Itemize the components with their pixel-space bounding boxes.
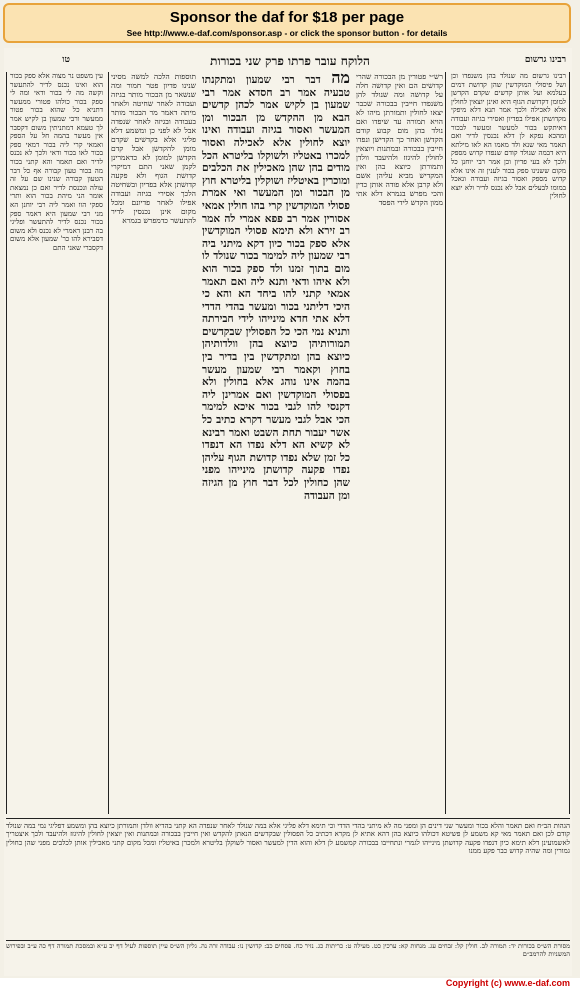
bottom-notes: מסורת הש״ס בכורות יד: תמורה לב. חולין קל: זבחים עג. מנחות קא: ערכין כט. מעילה ט: כריתות כג. נזיר כח. פסחים כב: קדושין נו: עבודה זרה נה. גליון הש״ס עיין תוספות לעיל דף יב ע״א ובמסכת תמורה דף כה ע״ב ובפירוש המשניות להרמב״ם: [6, 940, 570, 974]
sponsor-title: Sponsor the daf for $18 per page: [169, 9, 405, 26]
page-number: טו: [62, 55, 70, 65]
chapter-heading: הלוקח עובר פרתו פרק שני בכורות: [210, 54, 370, 68]
opening-word: מה: [331, 72, 351, 87]
talmud-page: [4, 48, 572, 976]
lower-commentary: הגהות הב״ח ואם תאמר והלא בכור ומעשר שני דינים הן ומפני מה לא מיתני בהדי הדדי וכי תימא דלא פליגי אלא במה שנולד לאחר שנפדה הא קתני בהדיא וולדן ותמורתן כיוצא בהן ומשמע דפליגי נמי במה שנולד קודם לכן ואם תאמר מאי קא משמע לן פשיטא דכולהו כיוצא בהן דהא אתיא לן מקרא דכתיב כל הפסולין שבקדשים הנאתן להקדש ואין חייבין בבכורה ובמתנות ואין יוצאין לחולין להיגזז ולהיעבד ולכך איצטריך לאשמועינן דלא תימא כיון דנפדו פקעה קדושתן מינייהו לגמרי ונתחייבו בבכורה קמשמע לן דלא והוא הדין למעשר ואסור לשוקלן בליטרא ולמכרן באיטליז ומכל מקום קתני מאכילין אותן לכלבים מפני שהן כחולין גמורין ומה שהיה קדוש כבר פקע ממנו: [6, 818, 570, 938]
tosafot-column: תוספות הלכה למשה מסיני שנינו פדיון פטר חמור ומה שנשאר מן הבכור מותר בגיזה ועבודה לאחר שחיטה ולאחר מיתה דאמר מר הבכור מותר בעבודה ובגיזה לאחר שנפדה אבל לא לפני כן ומשמע דלא פליגי אלא בקדשים שקדם מומן להקדשן אבל קדם הקדשן למומן לא כדאמרינן לקמן שאני התם דמיקרי קדושת הגוף ולא פקעה קדושתן אלא בפדיון ובשחיטה הלכך אסירי בגיזה ועבודה אפילו לאחר פדיונם ומכל מקום אינן נכנסין לדיר להתעשר כדמפרש בגמרא: [108, 72, 198, 814]
left-margin-column: עין משפט נר מצוה אלא ספק בכור הוא ואינו נכנס לדיר להתעשר וקשה מה לי בכור ודאי ומה לי ספק בכור כולהו פטורי ממעשר דתניא כל שהוא בכור פטור ממעשר ורבי שמעון בן לקיש אמר לך טעמא דמתניתין משום דקסבר אין מעשר בהמה חל על הספק ואמאי קרי ליה בכור דמאי ספק בכור לאו בכור ודאי ולכך לא נכנס לדיר ואם תאמר והא קתני בכור מה בכור טעון קבורה אף כל דבר הטעון קבורה שנינו שם על זה עולה ונכנסת לדיר ואם כן נמצאת אומר הני מיהת בכור הוא ותרי ספקי הוו ואמר ליה רבי יוחנן הא מני רבי שמעון היא דאמר ספק בכור נכנס לדיר להתעשר ופליגי בה רבנן דאמרי לא נכנס ולא משום דסבירא להו כר' שמעון אלא משום דקסברי שאני התם: [6, 72, 106, 814]
commentary-heading: רבינו גרשום: [524, 55, 566, 65]
gemara-text: דבר רבי שמעון ומתקנתו טבעיה אמר רב חסדא אמר רבי שמעון בן לקיש אמר לכהן קדשים הבא מן ההקדש מן הבכור ומן המעשר ואסור בגיזה ועבודה ואינו יוצא לחולין אלא לאכילה ואסור למכרו באטליז ולשוקלו בליטרא הכל מודים בהן שהן מאכילין את הכלבים ומוכרין באיטליז ושוקלין בליטרא חוץ מן הבכור ומן המעשר ואי אמרת פסולי המוקדשין קרי בהו חולין אמאי אסורין אמר רב פפא אמרי לה אמר רב זירא ולא תימא פסולי המוקדשין אלא ספק בכור כיון דקא מיתני ביה רבי שמעון ליה למימר בכור שנולד לו מום בתוך זמנו ולד ספק בכור הוא ולא איהו ודאי ותנא ליה ואם תאמר אמאי קתני להו ביחד הא והא כי היכי דליתני בכור ומעשר בהדי הדדי דלא אתי חדא מינייהו לידי חבירתה ותניא נמי הכי כל הפסולין שבקדשים תמורותיהן כיוצא בהן וולדותיהן כיוצא בהן ומתקדשין בין בדיר בין בחוץ וקאמר רבי שמעון מעשר בהמה אינו נוהג אלא בחולין ולא בפסולי המוקדשין ואם אמרינן ליה דקנסי להו לגבי בכור איכא למימר הכי אבל לגבי מעשר דקרא כתיב כל אשר יעבור תחת השבט ואמר רבינא לא קשיא הא דלא נפדו הא דנפדו כל זמן שלא נפדו קדושת הגוף עליהן נפדו פקעה קדושתן מינייהו מפני שהן כחולין לכל דבר חוץ מן הגיזה ומן העבודה: [202, 74, 350, 502]
footer: [0, 978, 580, 990]
copyright-link[interactable]: Copyright (c) www.e-daf.com: [445, 978, 570, 988]
main-gemara-column: [200, 72, 352, 814]
right-margin-column: רבינו גרשום מה שנולד בהן משנפדו וכן ושל פיסולי המוקדשין שהן קדושת דמים בעלמא ועל אותן קדשים שקדם הקדשן למומן דקדושת הגוף היא ואינן יוצאין לחולין אלא לאכילה ולכך אמר תנא דלא מיפקי מקדושתן אפילו בפדיון ואסירי בגיזה ועבודה דאיתקש בכור למעשר ומעשר לבכור ומהכא נפקא לן דלא נכנסין לדיר ואם תאמר מאי שנא ולד מאמו הא לאו מילתא היא דבמה שנולד קודם שנפדו קדוש מספק ולכך לא בעי פדיון וכן אמר רבי יוחנן כל מקום ששנינו ספק בכור לענין זה אינו אלא קדוש מספק ואסור בגיזה ועבודה ונאכל במומו לבעלים אבל לא נכנס לדיר ולא יוצא לחולין: [448, 72, 570, 814]
rashi-column: רש״י פטורין מן הבכורה שהרי קדושים הם ואין קדושה חלה על קדושה ומה שנולד להן משנפדו חייבין בבכורה שכבר יצאו לחולין ותמורתן מיהו לא הויא תמורה עד שיפדו ואם נולד בהן מום קבוע קודם הקדשן ואחר כך הקדישן ונפדו חייבין בבכורה ובמתנות ויוצאין לחולין להיגזז ולהיעבד וולדן ותמורתן כיוצא בהן ואין המקדיש מביא עליהן אשם ולא קרבן אלא פודה אותן כדין והכי מפרש בגמרא דלא אתי ממון הקדש לידי הפסד: [354, 72, 446, 814]
sponsor-banner[interactable]: [3, 3, 571, 43]
sponsor-subtitle: See http://www.e-daf.com/sponsor.asp - or click the sponsor button - for details: [126, 28, 448, 38]
